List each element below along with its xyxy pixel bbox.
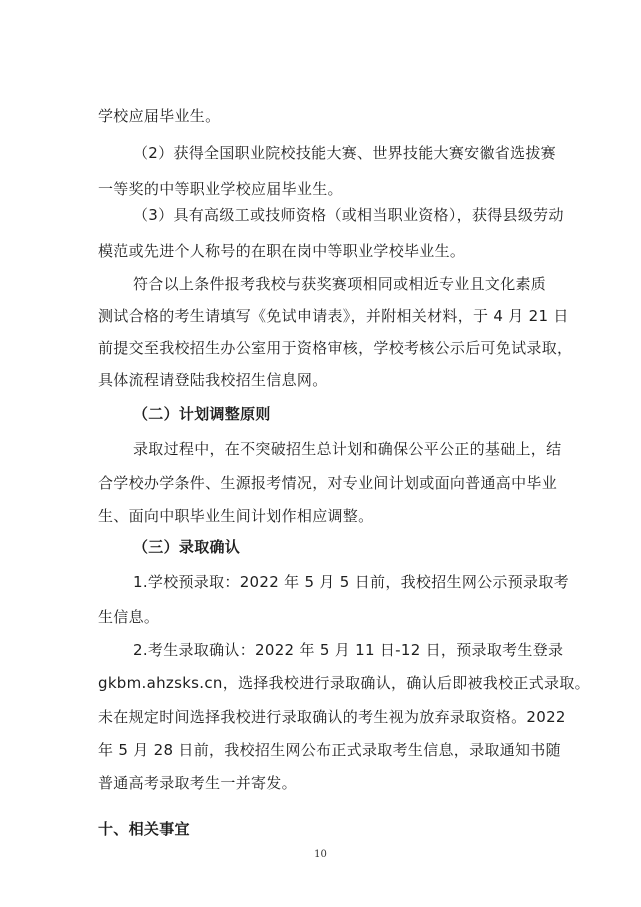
paragraph-line: 年 5 月 28 日前，我校招生网公布正式录取考生信息，录取通知书随: [98, 741, 561, 759]
paragraph-line: 测试合格的考生请填写《免试申请表》，并附相关材料，于 4 月 21 日: [98, 307, 569, 325]
paragraph-line: 一等奖的中等职业学校应届毕业生。: [98, 180, 343, 198]
paragraph-line: 模范或先进个人称号的在职在岗中等职业学校毕业生。: [98, 242, 466, 260]
paragraph-line: 1.学校预录取：2022 年 5 月 5 日前，我校招生网公示预录取考: [133, 573, 569, 591]
paragraph-line: 普通高考录取考生一并寄发。: [98, 774, 297, 792]
paragraph-line: 具体流程请登陆我校招生信息网。: [98, 371, 328, 389]
page-number: 10: [314, 849, 327, 860]
paragraph-line: 前提交至我校招生办公室用于资格审核，学校考核公示后可免试录取，: [98, 339, 573, 357]
paragraph-line: （2）获得全国职业院校技能大赛、世界技能大赛安徽省选拔赛: [133, 144, 556, 162]
paragraph-line: gkbm.ahzsks.cn，选择我校进行录取确认，确认后即被我校正式录取。: [98, 674, 590, 692]
paragraph-line: 学校应届毕业生。: [98, 107, 221, 125]
paragraph-line: 生信息。: [98, 608, 160, 626]
paragraph-line: 未在规定时间选择我校进行录取确认的考生视为放弃录取资格。2022: [98, 708, 566, 726]
paragraph-line: 生、面向中职毕业生间计划作相应调整。: [98, 507, 374, 525]
paragraph-line: 录取过程中，在不突破招生总计划和确保公平公正的基础上，结: [133, 440, 562, 458]
paragraph-line: 合学校办学条件、生源报考情况，对专业间计划或面向普通高中毕业: [98, 474, 558, 492]
paragraph-line: 2.考生录取确认：2022 年 5 月 11 日-12 日，预录取考生登录: [133, 641, 564, 659]
section-heading: （二）计划调整原则: [133, 405, 271, 423]
section-heading: 十、相关事宜: [98, 820, 190, 838]
section-heading: （三）录取确认: [133, 538, 241, 556]
paragraph-line: 符合以上条件报考我校与获奖赛项相同或相近专业且文化素质: [133, 275, 547, 293]
paragraph-line: （3）具有高级工或技师资格（或相当职业资格），获得县级劳动: [133, 206, 564, 224]
